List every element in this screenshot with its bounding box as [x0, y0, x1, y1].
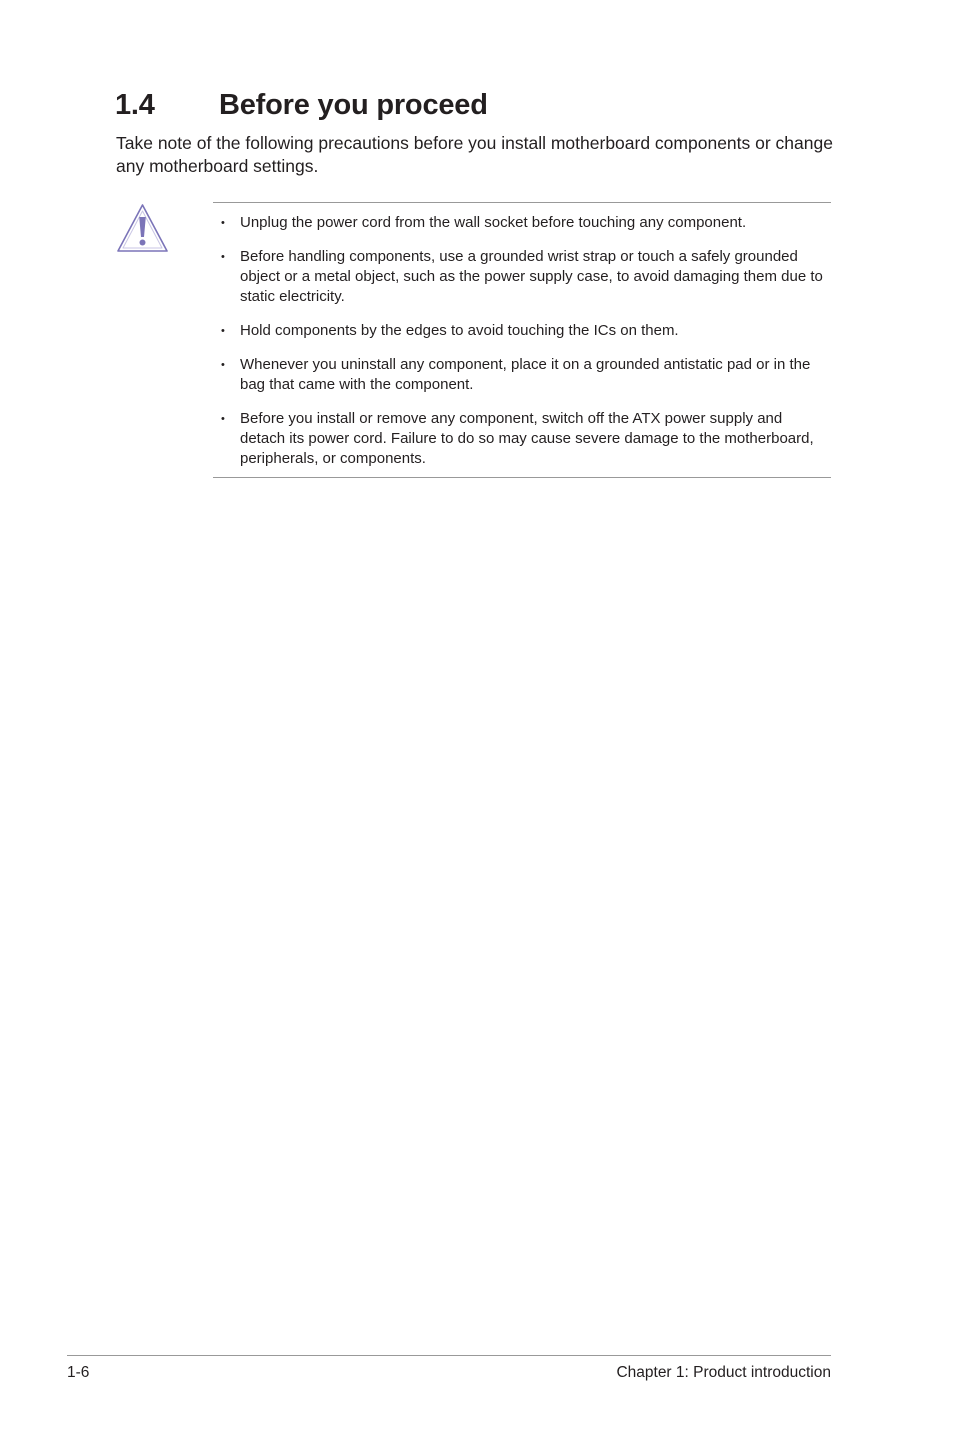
list-item-text: Unplug the power cord from the wall socket before touching any component. — [240, 214, 747, 231]
list-item — [213, 321, 831, 341]
bullet: • — [221, 250, 225, 263]
footer-divider — [67, 1355, 831, 1356]
section-heading — [115, 86, 488, 124]
bullet: • — [221, 325, 225, 337]
list-item-text: Whenever you uninstall any component, place it on a grounded antistatic pad or in the bag that came with the component. — [240, 355, 811, 393]
caution-notice-box — [213, 202, 831, 478]
list-item-text: Before you install or remove any component, switch off the ATX power supply and detach its power cord. Failure to do so may cause severe damage to the motherboard, peripherals, or components. — [240, 409, 814, 468]
caution-triangle-icon — [115, 202, 170, 254]
bullet: • — [221, 358, 225, 371]
chapter-title: Chapter 1: Product introduction — [616, 1364, 831, 1381]
section-title: Before you proceed — [219, 89, 488, 121]
section-number: 1.4 — [115, 89, 155, 121]
list-item — [213, 213, 831, 233]
precautions-list — [213, 203, 831, 469]
intro-paragraph: Take note of the following precautions before you install motherboard components or change any motherboard settings. — [116, 133, 833, 176]
list-item — [213, 355, 831, 395]
list-item-text: Before handling components, use a grounded wrist strap or touch a safely grounded object or a metal object, such as the power supply case, to avoid damaging them due to static electricity. — [240, 247, 823, 306]
list-item-text: Hold components by the edges to avoid touching the ICs on them. — [240, 322, 679, 339]
bullet: • — [221, 217, 225, 229]
bullet: • — [221, 412, 225, 425]
page-number: 1-6 — [67, 1364, 90, 1381]
list-item — [213, 409, 831, 470]
list-item — [213, 247, 831, 308]
